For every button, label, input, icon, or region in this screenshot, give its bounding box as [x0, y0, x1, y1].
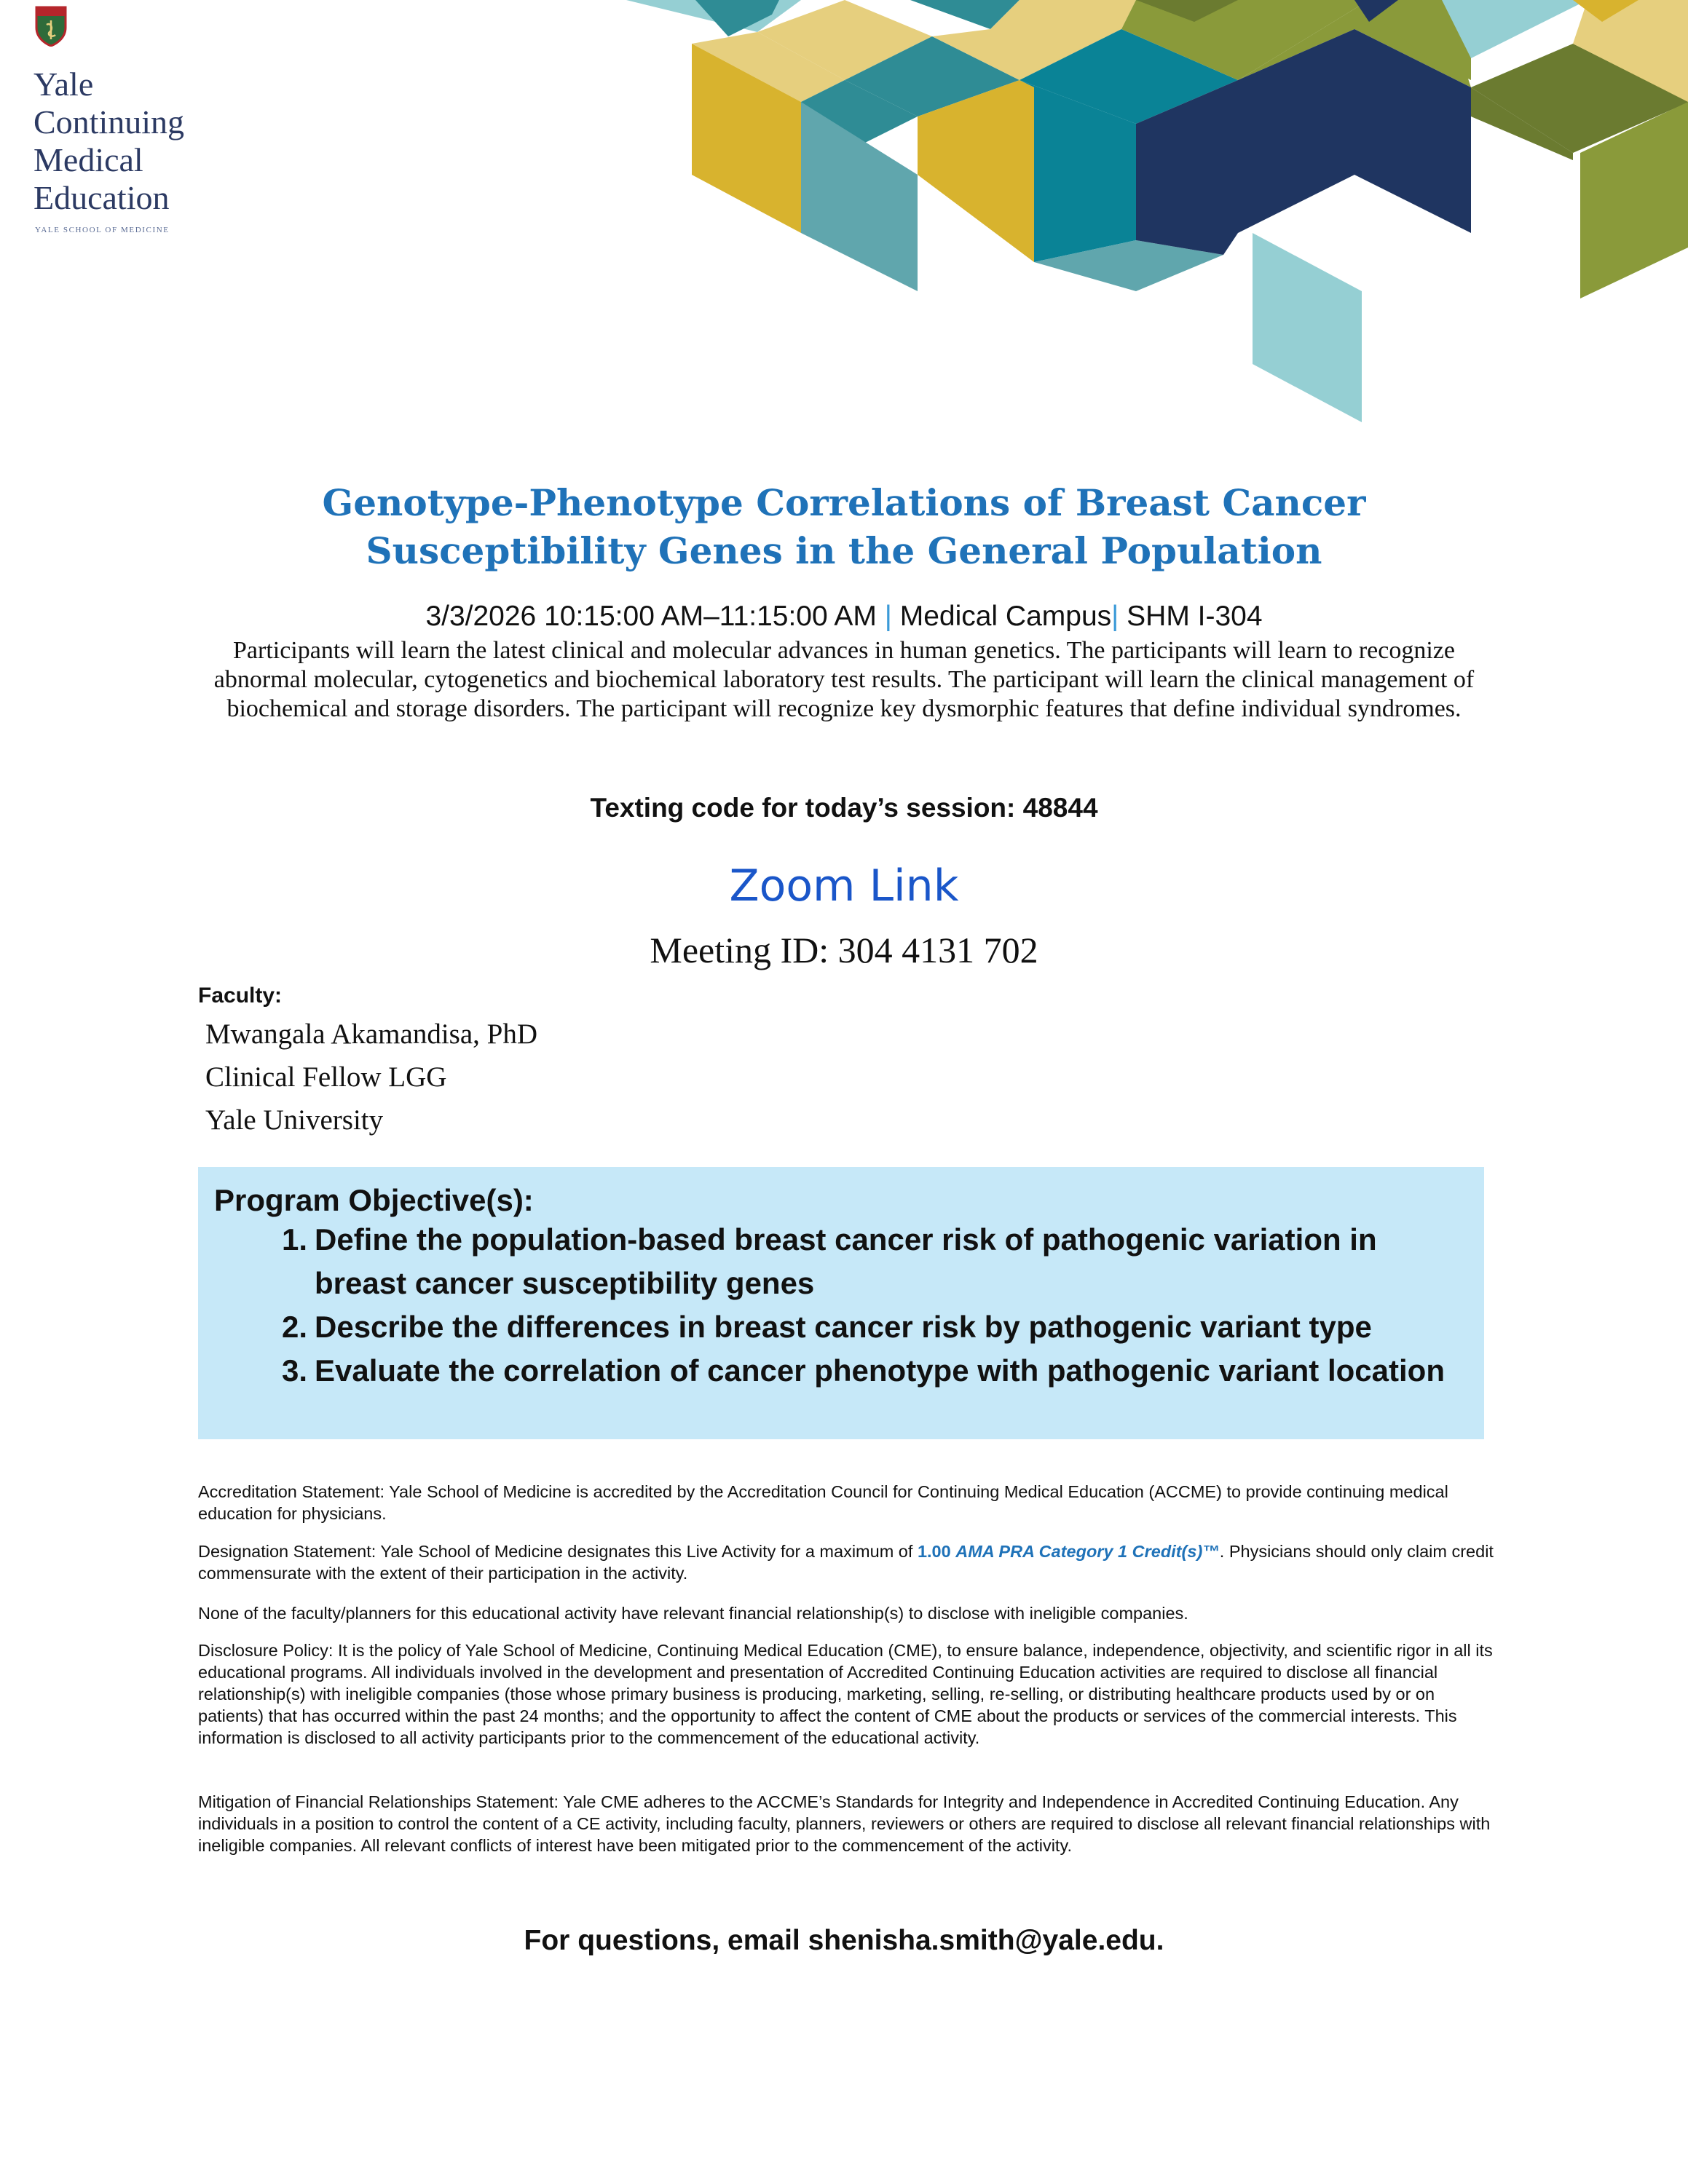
faculty-role: Clinical Fellow LGG: [205, 1061, 447, 1093]
logo-subline: YALE SCHOOL OF MEDICINE: [35, 226, 170, 234]
mitigation-statement: Mitigation of Financial Relationships Statement: Yale CME adheres to the ACCME’s Standards for Integrity and Independence in Accredited Continuing Education. Any individuals in a position to control the content of a CE activity, including faculty, planners, reviewers or others are required to disclose all relevant financial relationships with ineligible companies. All relevant conflicts of interest have been mitigated prior to the commencement of the activity.: [198, 1792, 1491, 1855]
designation-statement: [198, 1540, 1494, 1584]
objective-text: Evaluate the correlation of cancer phenotype with pathogenic variant location: [315, 1353, 1445, 1388]
objective-text: Describe the differences in breast cancer risk by pathogenic variant type: [315, 1310, 1372, 1344]
event-title-line-2: Susceptibility Genes in the General Population: [366, 529, 1322, 572]
event-title-line-1: Genotype-Phenotype Correlations of Breast Cancer: [322, 481, 1366, 524]
faculty-heading: Faculty:: [198, 984, 283, 1008]
yale-cme-logo: [29, 6, 218, 239]
texting-code-label: Texting code for today’s session:: [590, 793, 1016, 823]
program-objectives-box: [198, 1167, 1484, 1439]
session-datetime: 3/3/2026 10:15:00 AM–11:15:00 AM: [425, 601, 877, 632]
event-description: Participants will learn the latest clinical and molecular advances in human genetics. The participants will learn to recognize abnormal molecular, cytogenetics and biochemical laboratory test results. The participant will learn the clinical management of biochemical and storage disorders. The participant will recognize key dysmorphic features that define individual syndromes.: [213, 637, 1475, 722]
separator: |: [884, 601, 892, 632]
texting-code: [0, 792, 1688, 824]
meeting-id: [0, 929, 1688, 971]
faculty-institution: Yale University: [205, 1104, 384, 1136]
zoom-link[interactable]: Zoom Link: [729, 860, 959, 911]
meeting-id-label: Meeting ID:: [650, 930, 829, 970]
separator: |: [1111, 601, 1119, 632]
logo-wordmark: Yale Continuing Medical Education: [33, 66, 185, 216]
meeting-id-value: 304 4131 702: [837, 930, 1038, 970]
objective-number: 2.: [281, 1310, 307, 1344]
objective-number: 3.: [281, 1353, 307, 1388]
faculty-name: Mwangala Akamandisa, PhD: [205, 1018, 538, 1050]
objective-number: 1.: [281, 1222, 307, 1257]
credit-name: AMA PRA Category 1 Credit(s)™: [955, 1542, 1220, 1561]
accreditation-statement: Accreditation Statement: Yale School of Medicine is accredited by the Accreditation Council for Continuing Medical Education (ACCME) to provide continuing medical education for physicians.: [198, 1482, 1448, 1523]
session-campus: Medical Campus: [899, 601, 1112, 632]
designation-text: Designation Statement: Yale School of Medicine designates this Live Activity for a maximum of: [198, 1542, 918, 1561]
yale-shield-icon: [35, 6, 67, 47]
event-title: [0, 479, 1688, 575]
no-relationships-statement: None of the faculty/planners for this educational activity have relevant financial relationship(s) to disclose with ineligible companies.: [198, 1604, 1188, 1623]
session-room: SHM I-304: [1127, 601, 1263, 632]
objectives-heading: Program Objective(s):: [214, 1183, 534, 1217]
contact-email: For questions, email shenisha.smith@yale.edu.: [524, 1925, 1164, 1956]
texting-code-value: 48844: [1022, 793, 1098, 823]
credit-value: 1.00: [917, 1542, 951, 1561]
decorative-cube-mosaic: [597, 0, 1688, 437]
disclosure-policy: Disclosure Policy: It is the policy of Yale School of Medicine, Continuing Medical Education (CME), to ensure balance, independence, objectivity, and scientific rigor in all its educational programs. All individuals involved in the development and presentation of Accredited Continuing Education activities are required to disclose all financial relationship(s) with ineligible companies (those whose primary business is producing, marketing, selling, re-selling, or distributing healthcare products used by or on patients) that has occurred within the past 24 months; and the opportunity to affect the content of CME about the products or services of the commercial interests. This information is disclosed to all activity participants prior to the commencement of the educational activity.: [198, 1641, 1493, 1747]
objective-text: Define the population-based breast cancer risk of pathogenic variation in breast cancer susceptibility genes: [315, 1222, 1377, 1300]
designation-text-end: . Physicians should only claim credit commensurate with the extent of their participation in the activity.: [198, 1542, 1494, 1583]
session-info: [0, 600, 1688, 633]
